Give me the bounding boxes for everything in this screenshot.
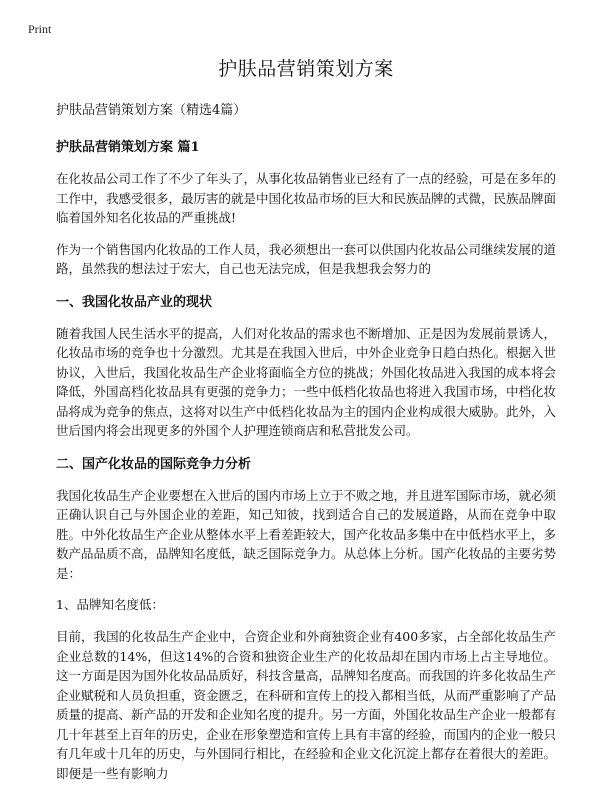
- section1-paragraph: 随着我国人民生活水平的提高，人们对化妆品的需求也不断增加、正是因为发展前景诱人，化妆品市场的竞争也十分激烈。尤其是在我国入世后，中外企业竞争日趋白热化。根据入世协议，入世后，我国化妆品生产企业将面临全方位的挑战；外国化妆品进入我国的成本将会降低，外国高档化妆品具有更强的竞争力；一些中低档化妆品也将进入我国市场，中档化妆品将成为竞争的焦点，这将对以生产中低档化妆品为主的国内企业构成很大威胁。此外，入世后国内将会出现更多的外国个人护理连锁商店和私营批发公司。: [56, 325, 557, 438]
- item1-label: 1、品牌知名度低：: [56, 597, 164, 612]
- part1-heading: 护肤品营销策划方案 篇1: [56, 140, 200, 155]
- document-subtitle: 护肤品营销策划方案（精选4篇）: [56, 103, 247, 118]
- document-page: [56, 44, 556, 795]
- document-title: 护肤品营销策划方案: [218, 58, 394, 80]
- section1-heading: 一、我国化妆品产业的现状: [56, 294, 213, 310]
- print-link[interactable]: Print: [28, 22, 52, 36]
- section2-paragraph: 我国化妆品生产企业要想在入世后的国内市场上立于不败之地，并且进军国际市场，就必须正确认识自己与外国企业的差距，知己知彼，找到适合自己的发展道路，从而在竞争中取胜。中外化妆品生产企业从整体水平上看差距较大，国产化妆品多集中在中低档水平上，多数产品品质不高，品牌知名度低，缺乏国际竞争力。从总体上分析。国产化妆品的主要劣势是：: [56, 487, 557, 581]
- intro-paragraph-2: 作为一个销售国内化妆品的工作人员，我必须想出一套可以供国内化妆品公司继续发展的道路，虽然我的想法过于宏大，自己也无法完成，但是我想我会努力的: [56, 241, 557, 276]
- item1-paragraph: 目前，我国的化妆品生产企业中，合资企业和外商独资企业有400多家，占全部化妆品生产企业总数的14%，但这14%的合资和独资企业生产的化妆品却在国内市场上占主导地位。这一方面是因为国外化妆品品质好，科技含量高，品牌知名度高。而我国的许多化妆品生产企业赋税和人员负担重，资金匮乏，在科研和宣传上的投入都相当低，从而严重影响了产品质量的提高、新产品的开发和企业知名度的提升。另一方面，外国化妆品生产企业一般都有几十年甚至上百年的历史，企业在形象塑造和宣传上具有丰富的经验，而国内的企业一般只有几年或十几年的历史，与外国同行相比，在经验和企业文化沉淀上都存在着很大的差距。即便是一些有影响力: [56, 629, 557, 781]
- section2-heading: 二、国产化妆品的国际竞争力分析: [56, 456, 252, 472]
- intro-paragraph-1: 在化妆品公司工作了不少了年头了，从事化妆品销售业已经有了一点的经验，可是在多年的工作中，我感受很多，最厉害的就是中国化妆品市场的巨大和民族品牌的式微，民族品牌面临着国外知名化妆品的严重挑战!: [56, 171, 557, 225]
